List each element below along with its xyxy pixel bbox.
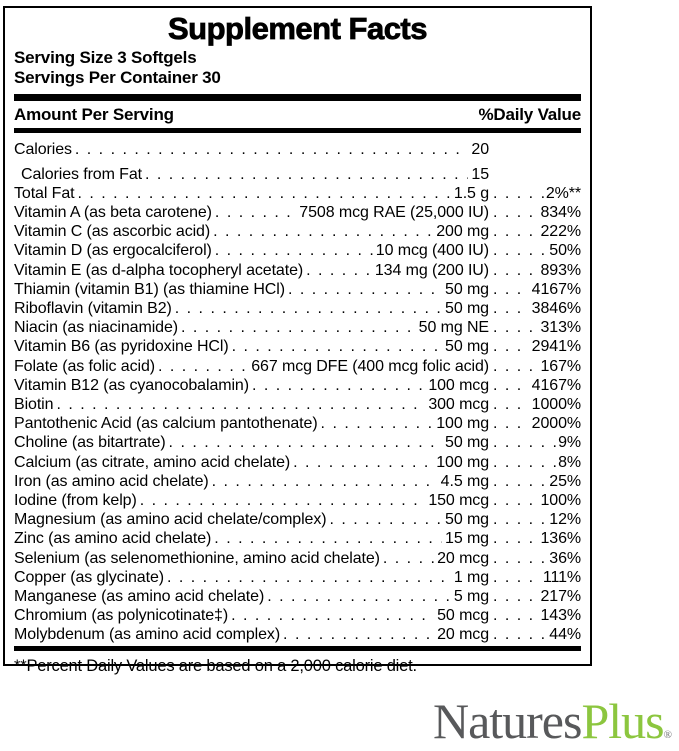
daily-value-section xyxy=(489,318,581,337)
dot-leader xyxy=(493,280,530,299)
servings-per-container-text: Servings Per Container 30 xyxy=(14,68,221,87)
dot-leader xyxy=(231,606,434,625)
dot-leader xyxy=(493,453,556,472)
nutrient-daily-value: 50% xyxy=(549,242,581,260)
nutrient-row xyxy=(14,491,581,510)
supplement-facts-panel xyxy=(3,6,592,675)
nutrient-daily-value: 25% xyxy=(549,472,581,490)
nutrient-daily-value: 44% xyxy=(549,626,581,644)
daily-value-section xyxy=(489,472,581,491)
daily-value-section xyxy=(489,433,581,452)
nutrient-name: Iodine (from kelp) xyxy=(14,492,137,510)
daily-value-section xyxy=(489,414,581,433)
dot-leader xyxy=(212,472,438,491)
nutrient-amount: 4.5 mg xyxy=(440,472,489,490)
brand-name-natures: Natures xyxy=(432,693,582,749)
nutrient-row xyxy=(14,453,581,472)
nutrient-amount: 20 xyxy=(471,141,489,159)
nutrient-name: Total Fat xyxy=(14,184,75,202)
nutrient-name: Choline (as bitartrate) xyxy=(14,434,166,452)
daily-value-section xyxy=(489,184,581,203)
nutrient-daily-value: 893% xyxy=(540,261,581,279)
dot-leader xyxy=(214,529,442,548)
nutrient-daily-value: 2941% xyxy=(531,338,581,356)
dot-leader xyxy=(493,510,547,529)
dot-leader xyxy=(493,159,579,178)
nutrient-daily-value: 4167% xyxy=(531,376,581,394)
dot-leader xyxy=(493,337,530,356)
nutrient-amount: 100 mcg xyxy=(428,376,489,394)
brand-logo xyxy=(432,693,672,749)
nutrient-row xyxy=(14,395,581,414)
dot-leader xyxy=(493,395,530,414)
daily-value-section xyxy=(489,299,581,318)
dot-leader xyxy=(493,241,547,260)
nutrient-daily-value: 2000% xyxy=(531,415,581,433)
nutrient-amount: 50 mg xyxy=(445,300,489,317)
nutrient-row xyxy=(14,568,581,587)
nutrient-name: Vitamin B12 (as cyanocobalamin) xyxy=(14,376,249,394)
daily-value-section xyxy=(489,135,581,154)
nutrient-amount: 50 mg NE xyxy=(418,319,489,337)
nutrient-amount: 5 mg xyxy=(453,588,489,606)
dot-leader xyxy=(158,357,248,376)
daily-value-section xyxy=(489,357,581,376)
nutrient-amount: 200 mg xyxy=(436,223,489,241)
nutrient-row xyxy=(14,433,581,452)
nutrient-name: Riboflavin (vitamin B2) xyxy=(14,300,172,317)
dot-leader xyxy=(493,357,538,376)
nutrient-amount: 20 mcg xyxy=(437,549,489,567)
nutrient-row xyxy=(14,376,581,395)
dot-leader xyxy=(383,549,434,568)
dot-leader xyxy=(167,568,451,587)
dot-leader xyxy=(283,625,434,644)
daily-value-section xyxy=(489,337,581,356)
nutrient-row xyxy=(14,510,581,529)
nutrient-daily-value: 136% xyxy=(540,530,581,548)
nutrient-row xyxy=(14,606,581,625)
nutrient-name: Vitamin A (as beta carotene) xyxy=(14,203,212,221)
nutrient-amount: 300 mcg xyxy=(428,396,489,414)
nutrient-amount: 50 mg xyxy=(445,280,489,298)
nutrient-name: Calories from Fat xyxy=(21,165,142,183)
nutrient-row xyxy=(14,159,581,183)
dot-leader xyxy=(493,376,530,395)
nutrient-name: Vitamin B6 (as pyridoxine HCl) xyxy=(14,338,229,356)
nutrient-amount: 10 mcg (400 IU) xyxy=(375,242,489,260)
nutrient-name: Magnesium (as amino acid chelate/complex) xyxy=(14,511,327,529)
dot-leader xyxy=(293,453,433,472)
nutrient-amount: 15 mg xyxy=(445,530,489,548)
nutrient-amount: 150 mcg xyxy=(428,492,489,510)
nutrient-row xyxy=(14,529,581,548)
nutrient-row xyxy=(14,261,581,280)
nutrient-name: Selenium (as selenomethionine, amino acid chelate) xyxy=(14,549,380,567)
nutrient-row xyxy=(14,184,581,203)
daily-value-section xyxy=(489,395,581,414)
table-header-row xyxy=(14,101,581,128)
nutrient-row xyxy=(14,625,581,644)
panel-title: Supplement Facts xyxy=(168,11,427,46)
dot-leader xyxy=(213,222,433,241)
nutrient-amount: 50 mg xyxy=(445,338,489,356)
nutrient-name: Calcium (as citrate, amino acid chelate) xyxy=(14,453,291,471)
daily-value-section xyxy=(489,549,581,568)
dot-leader xyxy=(75,140,469,159)
daily-value-section xyxy=(489,587,581,606)
dot-leader xyxy=(56,395,425,414)
dot-leader xyxy=(140,491,426,510)
nutrient-row xyxy=(14,472,581,491)
nutrient-amount: 7508 mcg RAE (25,000 IU) xyxy=(299,203,489,221)
nutrient-name: Vitamin E (as d-alpha tocopheryl acetate) xyxy=(14,261,304,279)
daily-value-section xyxy=(489,510,581,529)
nutrient-daily-value: 217% xyxy=(540,588,581,606)
nutrient-daily-value: 100% xyxy=(540,492,581,510)
dot-leader xyxy=(145,165,468,184)
daily-value-section xyxy=(489,159,581,178)
nutrient-name: Iron (as amino acid chelate) xyxy=(14,472,209,490)
dot-leader xyxy=(288,280,442,299)
dot-leader xyxy=(493,318,538,337)
daily-value-section xyxy=(489,453,581,472)
nutrient-amount: 1 mg xyxy=(453,568,489,586)
dot-leader xyxy=(493,433,556,452)
dot-leader xyxy=(215,241,373,260)
nutrient-amount: 15 xyxy=(471,165,489,183)
nutrient-row xyxy=(14,549,581,568)
nutrient-row xyxy=(14,241,581,260)
nutrient-amount: 667 mcg DFE (400 mcg folic acid) xyxy=(251,357,489,375)
divider-bar-heavy-top xyxy=(14,94,581,101)
dot-leader xyxy=(493,568,541,587)
dot-leader xyxy=(493,414,530,433)
nutrient-name: Copper (as glycinate) xyxy=(14,568,164,586)
dot-leader xyxy=(493,472,547,491)
dot-leader xyxy=(215,203,296,222)
dot-leader xyxy=(306,261,372,280)
nutrient-name: Vitamin D (as ergocalciferol) xyxy=(14,242,212,260)
dot-leader xyxy=(493,203,538,222)
nutrient-daily-value: 2%** xyxy=(545,184,581,202)
nutrient-row xyxy=(14,222,581,241)
nutrient-row xyxy=(14,135,581,159)
col-header-amount-per-serving: Amount Per Serving xyxy=(14,105,174,124)
nutrient-name: Folate (as folic acid) xyxy=(14,357,155,375)
nutrient-name: Biotin xyxy=(14,396,54,414)
nutrient-daily-value: 834% xyxy=(540,203,581,221)
dot-leader xyxy=(493,299,530,318)
dot-leader xyxy=(493,261,538,280)
daily-value-section xyxy=(489,606,581,625)
nutrient-daily-value: 12% xyxy=(549,511,581,529)
daily-value-section xyxy=(489,241,581,260)
nutrient-amount: 134 mg (200 IU) xyxy=(374,261,489,279)
nutrient-amount: 50 mcg xyxy=(437,607,489,625)
dot-leader xyxy=(493,184,544,203)
nutrient-row xyxy=(14,337,581,356)
dot-leader xyxy=(493,625,547,644)
nutrient-daily-value: 3846% xyxy=(531,300,581,317)
nutrient-daily-value: 1000% xyxy=(531,396,581,414)
dot-leader xyxy=(330,510,443,529)
daily-value-section xyxy=(489,568,581,587)
nutrient-row xyxy=(14,299,581,318)
nutrient-amount: 50 mg xyxy=(445,511,489,529)
nutrient-row xyxy=(14,357,581,376)
daily-value-section xyxy=(489,529,581,548)
daily-value-footnote: **Percent Daily Values are based on a 2,000 calorie diet. xyxy=(14,656,417,675)
dot-leader xyxy=(493,135,579,154)
dot-leader xyxy=(181,318,416,337)
nutrient-daily-value: 9% xyxy=(558,434,581,452)
daily-value-section xyxy=(489,376,581,395)
dot-leader xyxy=(493,529,538,548)
nutrient-row xyxy=(14,280,581,299)
nutrient-name: Thiamin (vitamin B1) (as thiamine HCl) xyxy=(14,280,285,298)
nutrient-daily-value: 143% xyxy=(540,607,581,625)
nutrient-row xyxy=(14,318,581,337)
nutrient-daily-value: 222% xyxy=(540,223,581,241)
dot-leader xyxy=(169,433,442,452)
nutrient-name: Manganese (as amino acid chelate) xyxy=(14,588,265,606)
nutrient-name: Molybdenum (as amino acid complex) xyxy=(14,626,281,644)
nutrient-name: Calories xyxy=(14,141,72,159)
nutrient-row xyxy=(14,203,581,222)
registered-trademark-icon: ® xyxy=(663,729,672,741)
col-header-daily-value: %Daily Value xyxy=(478,105,581,124)
nutrient-name: Zinc (as amino acid chelate) xyxy=(14,530,212,548)
daily-value-section xyxy=(489,491,581,510)
nutrient-amount: 100 mg xyxy=(436,415,489,433)
nutrient-name: Vitamin C (as ascorbic acid) xyxy=(14,223,211,241)
dot-leader xyxy=(493,491,538,510)
nutrient-name: Chromium (as polynicotinate‡) xyxy=(14,607,229,625)
dot-leader xyxy=(77,184,450,203)
nutrient-amount: 100 mg xyxy=(436,453,489,471)
dot-leader xyxy=(493,222,538,241)
nutrient-row xyxy=(14,587,581,606)
daily-value-section xyxy=(489,203,581,222)
nutrient-amount: 1.5 g xyxy=(453,184,489,202)
nutrient-daily-value: 8% xyxy=(558,453,581,471)
daily-value-section xyxy=(489,222,581,241)
nutrient-rows xyxy=(14,133,581,646)
dot-leader xyxy=(175,299,442,318)
serving-size-text: Serving Size 3 Softgels xyxy=(14,48,197,67)
nutrient-row xyxy=(14,414,581,433)
nutrient-daily-value: 167% xyxy=(540,357,581,375)
nutrient-name: Niacin (as niacinamide) xyxy=(14,319,178,337)
nutrient-daily-value: 4167% xyxy=(531,280,581,298)
daily-value-section xyxy=(489,261,581,280)
nutrient-amount: 20 mcg xyxy=(437,626,489,644)
nutrient-name: Pantothenic Acid (as calcium pantothenate) xyxy=(14,415,318,433)
nutrient-daily-value: 313% xyxy=(540,319,581,337)
nutrient-amount: 50 mg xyxy=(445,434,489,452)
dot-leader xyxy=(493,549,547,568)
dot-leader xyxy=(493,606,538,625)
dot-leader xyxy=(252,376,425,395)
nutrient-daily-value: 111% xyxy=(542,568,581,586)
daily-value-section xyxy=(489,625,581,644)
nutrient-daily-value: 36% xyxy=(549,549,581,567)
dot-leader xyxy=(232,337,442,356)
daily-value-section xyxy=(489,280,581,299)
dot-leader xyxy=(267,587,451,606)
dot-leader xyxy=(493,587,538,606)
brand-name-plus: Plus xyxy=(581,693,664,749)
dot-leader xyxy=(321,414,434,433)
